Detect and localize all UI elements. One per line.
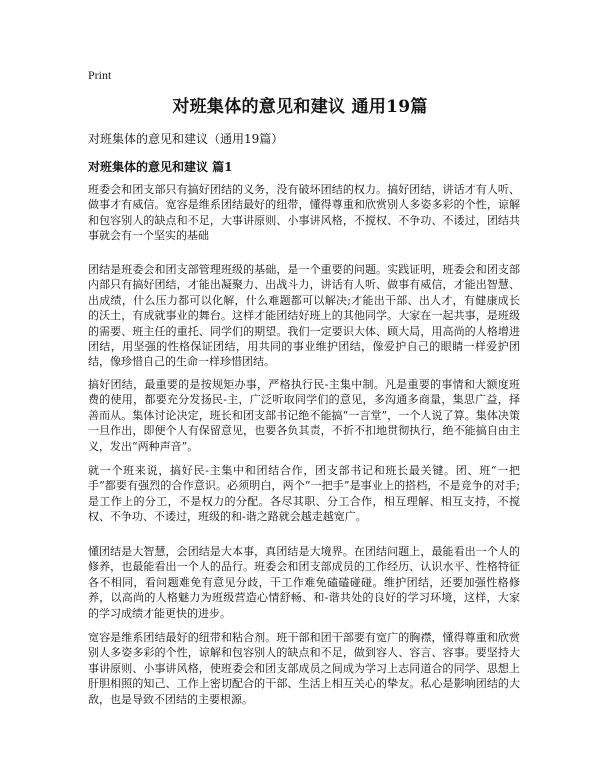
paragraph-5: 懂团结是大智慧，会团结是大本事，真团结是大境界。在团结问题上，最能看出一个人的修养，也最能看出一个人的品行。班委会和团支部成员的工作经历、认识水平、性格特征各不相同，看问题难免有意见分歧，干工作难免磕磕碰碰。维护团结，还要加强性格修养，以高尚的人格魅力为班级营造心情舒畅、和-谐共处的良好的学习环境，这样，大家的学习成绩才能更快的进步。 (88, 545, 520, 620)
paragraph-6: 宽容是维系团结最好的纽带和粘合剂。班干部和团干部要有宽广的胸襟，懂得尊重和欣赏别人多姿多彩的个性，谅解和包容别人的缺点和不足，做到容人、容言、容事。要坚持大事讲原则、小事讲风格，使班委会和团支部成员之间成为学习上志同道合的同学、思想上肝胆相照的知己、工作上密切配合的干部、生活上相互关心的挚友。私心是影响团结的大敌，也是导致不团结的主要根源。 (88, 631, 520, 706)
paragraph-1: 班委会和团支部只有搞好团结的义务，没有破坏团结的权力。搞好团结，讲话才有人听、做事才有威信。宽容是维系团结最好的纽带，懂得尊重和欣赏别人多姿多彩的个性，谅解和包容别人的缺点和不足，大事讲原则、小事讲风格，不搅权、不争功、不诿过，团结共事就会有一个坚实的基础 (88, 183, 520, 243)
print-link[interactable]: Print (88, 68, 112, 82)
page-title: 对班集体的意见和建议 通用19篇 (172, 97, 428, 117)
document-subtitle: 对班集体的意见和建议（通用19篇） (88, 132, 284, 146)
paragraph-4: 就一个班来说，搞好民-主集中和团结合作，团支部书记和班长最关键。团、班“一把手”都要有强烈的合作意识。必须明白，两个“一把手”是事业上的搭档，不是竞争的对手;是工作上的分工，不是权力的分配。各尽其职、分工合作，相互理解、相互支持，不搅权、不争功、不诿过，班级的和-谐之路就会越走越宽广。 (88, 464, 520, 524)
paragraph-3: 搞好团结，最重要的是按规矩办事，严格执行民-主集中制。凡是重要的事情和大额度班费的使用，都要充分发扬民-主，广泛听取同学们的意见，多沟通多商量，集思广益，择善而从。集体讨论决定，班长和团支部书记绝不能搞“一言堂”，一个人说了算。集体决策一旦作出，即便个人有保留意见，也要各负其责，不折不扣地贯彻执行，绝不能搞自由主义，发出“两种声音”。 (88, 378, 520, 453)
paragraph-2: 团结是班委会和团支部管理班级的基础，是一个重要的问题。实践证明，班委会和团支部内部只有搞好团结，才能出凝聚力、出战斗力，讲话有人听、做事有威信，才能出智慧、出成绩，什么压力都可以化解，什么难题都可以解决;才能出干部、出人才，有健康成长的沃土，有成就事业的舞台。这样才能团结好班上的其他同学。大家在一起共事，是班级的需要、班主任的重托、同学们的期望。我们一定要识大体、顾大局，用高尚的人格增进团结，用坚强的性格保证团结，用共同的事业维护团结，像爱护自己的眼睛一样爱护团结，像珍惜自己的生命一样珍惜团结。 (88, 263, 521, 369)
section-heading: 对班集体的意见和建议 篇1 (88, 160, 233, 174)
